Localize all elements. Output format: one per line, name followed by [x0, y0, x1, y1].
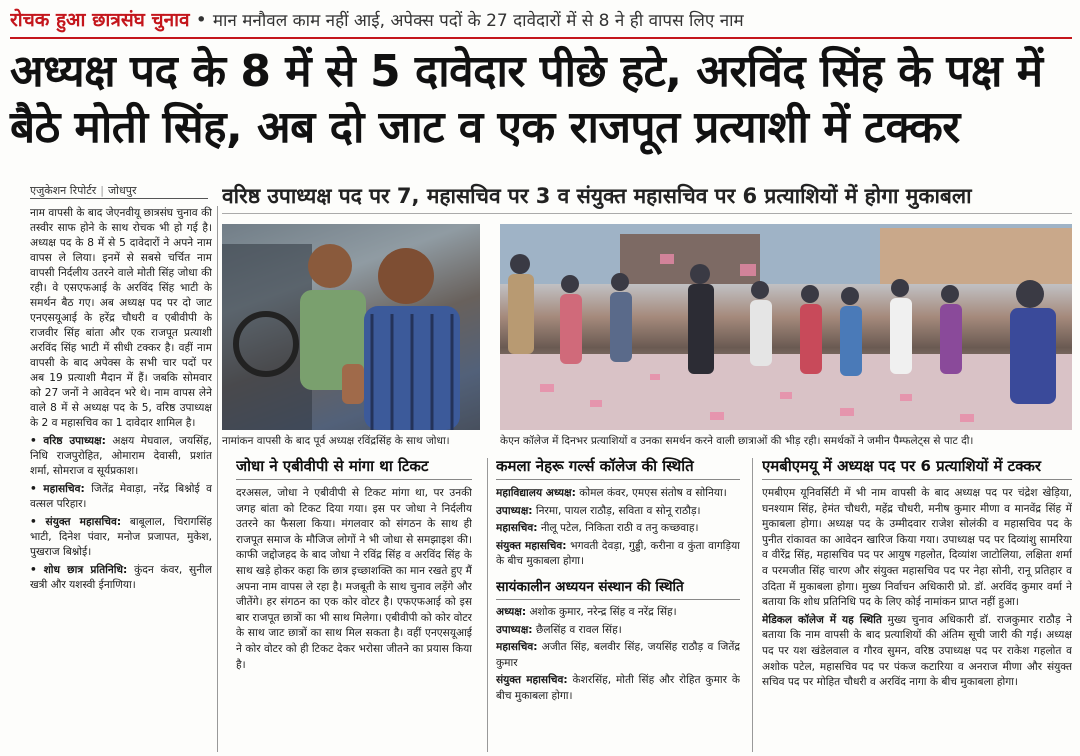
list-item: • शोध छात्र प्रतिनिधि: कुंदन कंवर, सुनील खत्री और यशस्वी ईनाणिया। — [30, 564, 212, 591]
main-headline: अध्यक्ष पद के 8 में से 5 दावेदार पीछे हटे, अरविंद सिंह के पक्ष में बैठे मोती सिंह, अब दो जाट व एक राजपूत प्रत्याशी में टक्कर — [10, 46, 1043, 153]
list-item-label: वरिष्ठ उपाध्यक्ष: — [43, 435, 106, 447]
candidate-line — [496, 521, 740, 537]
list-item-text: बाबूलाल, चिरागसिंह भाटी, दिनेश पंवार, मनोज प्रजापत, मुकेश, पुखराज बिश्नोई। — [30, 516, 212, 558]
deck-divider — [222, 213, 1072, 214]
post-label: संयुक्त महासचिव: — [496, 674, 568, 687]
candidate-names: निरमा, पायल राठौड़, सविता व सोनू राठौड़। — [535, 504, 701, 517]
list-item-label: महासचिव: — [43, 483, 85, 495]
candidate-line — [496, 673, 740, 704]
post-label: उपाध्यक्ष: — [496, 504, 533, 517]
candidate-line — [496, 539, 740, 570]
inline-label: मेडिकल कॉलेज में यह स्थिति — [762, 613, 882, 626]
photo-illustration — [500, 224, 1072, 430]
story-title: कमला नेहरू गर्ल्स कॉलेज की स्थिति — [496, 456, 740, 480]
post-label: महासचिव: — [496, 641, 538, 654]
post-label: अध्यक्ष: — [496, 605, 527, 618]
list-item-label: शोध छात्र प्रतिनिधि: — [43, 564, 128, 576]
kicker-text: मान मनौवल काम नहीं आई, अपेक्स पदों के 27 दावेदारों में से 8 ने ही वापस लिए नाम — [212, 11, 744, 31]
story-kamla-nehru-college — [496, 456, 740, 752]
candidate-line — [496, 623, 740, 639]
candidate-names: कोमल कंवर, एमएस संतोष व सोनिया। — [579, 487, 727, 499]
photo-college-crowd — [500, 224, 1072, 430]
byline-reporter: एजुकेशन रिपोर्टर — [30, 184, 97, 197]
candidate-line — [496, 486, 740, 502]
candidate-names: केशरसिंह, मोती सिंह और रोहित कुमार के बीच मुकाबला होगा। — [496, 674, 740, 702]
candidate-names: नीलू पटेल, निकिता राठी व तनु कच्छवाह। — [540, 522, 699, 535]
byline — [30, 183, 137, 198]
story-subtitle: सायंकालीन अध्ययन संस्थान की स्थिति — [496, 578, 740, 600]
kicker-dot: • — [195, 9, 207, 31]
list-item-label: संयुक्त महासचिव: — [45, 516, 122, 528]
post-label: महासचिव: — [496, 522, 538, 535]
list-item: • संयुक्त महासचिव: बाबूलाल, चिरागसिंह भाटी, दिनेश पंवार, मनोज प्रजापत, मुकेश, पुखराज बिश्नोई। — [30, 516, 212, 558]
candidate-names: अजीत सिंह, बलवीर सिंह, जयसिंह राठौड़ व जितेंद्र कुमार — [496, 641, 740, 669]
list-item-text: कुंदन कंवर, सुनील खत्री और यशस्वी ईनाणिया। — [30, 564, 212, 591]
story-body-2-text: मुख्य चुनाव अधिकारी डॉ. राजकुमार राठौड़ ने बताया कि नाम वापसी के बाद प्रत्याशियों की अंतिम सूची जारी की गई। अध्यक्ष पद पर यश खंडेलवाल व गौरव सुमन, वरिष्ठ उपाध्यक्ष पद पर राकेश गहलोत व अशोक पटेल, महासचिव पद पर पंकज कटारिया व अनराज मीणा और संयुक्त सचिव पद पर मोहित चौधरी व अरविंद नागा के बीच मुकाबला होगा। — [762, 613, 1072, 689]
photo-caption-2: केएन कॉलेज में दिनभर प्रत्याशियों व उनका समर्थन करने वाली छात्राओं की भीड़ रही। समर्थकों ने जमीन पैम्फलेट्स से पाट दी। — [500, 435, 974, 447]
byline-place: जोधपुर — [107, 184, 137, 197]
story-title: जोधा ने एबीवीपी से मांगा था टिकट — [236, 456, 472, 480]
post-label: उपाध्यक्ष: — [496, 623, 533, 636]
byline-separator: | — [100, 184, 104, 197]
candidate-line — [496, 640, 740, 671]
deck-subheadline: वरिष्ठ उपाध्यक्ष पद पर 7, महासचिव पर 3 व संयुक्त महासचिव पर 6 प्रत्याशियों में होगा मुकाबला — [222, 184, 972, 208]
story-body: दरअसल, जोधा ने एबीवीपी से टिकट मांगा था, पर उनकी जगह बांता को टिकट दिया गया। इस पर जोधा ने निर्दलीय उतरने का फैसला किया। मंगलवार को संगठन के साथ ही राजपूत समाज के मौजिज लोगों ने भी जोधा से समझाइश की। काफी जद्दोजहद के बाद जोधा ने रविंद्र सिंह व अरविंद सिंह के साथ खड़े होकर कहा कि छात्र इच्छाशक्ति का मान रखते हुए मैं अपना नाम वापस ले रहा है। मजबूती के साथ चुनाव लड़ेंगे और जीतेंगे। हर संगठन का एक कोर वोटर है। एफएफआई को इस बार राजपूत छात्रों का भी साथ मिलेगा। एबीवीपी को कोर वोटर के साथ जाट छात्रों का साथ मिल सकता है। वहीं एनएसयूआई ने कोर वोटर को ही टिकट देकर भरोसा जीतने का प्रयास किया है। — [236, 487, 472, 671]
lead-paragraph: नाम वापसी के बाद जेएनवीयू छात्रसंघ चुनाव की तस्वीर साफ होने के साथ रोचक भी हो गई है। अध्यक्ष पद के 8 में से 5 दावेदारों ने अपने नाम वापस ले लिया। इनमें से सबसे चर्चित नाम वापसी निर्दलीय उतरने वाले मोती सिंह जोधा की रही। वे एसएफआई के अरविंद सिंह भाटी के समर्थन बैठ गए। अब अध्यक्ष पद पर दो जाट एनएसयूआई के हरेंद्र चौधरी व एबीवीपी के राजवीर सिंह बांता और एक राजपूत प्रत्याशी अरविंद सिंह भाटी में सीधी टक्कर है। वहीं नाम वापसी के बाद अपेक्स के सभी चार पदों पर अब 19 प्रत्याशी मैदान में हैं। जबकि सोमवार को 27 जनों ने आवेदन भरे थे। नाम वापस लेने वाले 8 में से अध्यक्ष पद के 5, वरिष्ठ उपाध्यक्ष के 2 व महासचिव का 1 दावेदार शामिल है। — [30, 207, 212, 429]
candidate-names: भगवती देवड़ा, गुड्डी, करीना व कुंता वागड़िया के बीच मुकाबला होगा। — [496, 539, 740, 568]
list-item-text: अक्षय मेघवाल, जयसिंह, निधि राजपुरोहित, ओमाराम देवासी, प्रशांत शर्मा, सोमराज व सूर्यप्रकाश। — [30, 435, 212, 477]
column-divider — [217, 206, 218, 752]
story-body-2 — [762, 613, 1072, 691]
story-jodha-abvp — [236, 456, 472, 752]
kicker-line — [10, 6, 1072, 36]
candidate-line — [496, 504, 740, 520]
photo-candidates-in-car — [222, 224, 480, 430]
story-title: एमबीएमयू में अध्यक्ष पद पर 6 प्रत्याशियों में टक्कर — [762, 456, 1072, 480]
list-item: • महासचिव: जितेंद्र मेवाड़ा, नरेंद्र बिश्नोई व वत्सल परिहार। — [30, 483, 212, 510]
story-mbmu — [762, 456, 1072, 752]
candidate-line — [496, 605, 740, 621]
list-item: • वरिष्ठ उपाध्यक्ष: अक्षय मेघवाल, जयसिंह, निधि राजपुरोहित, ओमाराम देवासी, प्रशांत शर्मा, सोमराज व सूर्यप्रकाश। — [30, 435, 212, 477]
photo-caption-1: नामांकन वापसी के बाद पूर्व अध्यक्ष रविंद्रसिंह के साथ जोधा। — [222, 435, 450, 447]
kicker-label: रोचक हुआ छात्रसंघ चुनाव — [10, 9, 190, 31]
story-body: एमबीएम यूनिवर्सिटी में भी नाम वापसी के बाद अध्यक्ष पद पर चंद्रेश खेड़िया, घनश्याम सिंह, हेमंत चौधरी, महेंद्र चौधरी, मनीष कुमार मीणा व मानवेंद्र सिंह में मुकाबला होगा। अध्यक्ष पद के उम्मीदवार राजेश सोलंकी व महासचिव पद के पुनीत रांकावत का आवेदन खारिज किया गया। उपाध्यक्ष पद पर दिव्यांशु सामरिया व वीरेंद्र सिंह, महासचिव पद पर आयुष गहलोत, दिव्यांश जाटोलिया, लक्षिता शर्मा व परमजीत सिंह चारण और संयुक्त महासचिव पद पर नेहा सोनी, रानू प्रतिहार व उदिता में मुकाबला होगा। मुख्य निर्वाचन अधिकारी प्रो. डॉ. अरविंद कुमार वर्मा ने बताया कि शोध प्रतिनिधि पद के लिए कोई नामांकन प्राप्त नहीं हुआ। — [762, 487, 1072, 609]
candidate-names: अशोक कुमार, नरेन्द्र सिंह व नरेंद्र सिंह। — [529, 605, 677, 618]
photo-illustration — [222, 224, 480, 430]
candidate-names: छैलसिंह व रावल सिंह। — [535, 623, 622, 636]
kicker-divider — [10, 37, 1072, 39]
column-divider — [487, 458, 488, 752]
list-item-text: जितेंद्र मेवाड़ा, नरेंद्र बिश्नोई व वत्सल परिहार। — [30, 483, 212, 510]
lead-column — [30, 206, 212, 752]
byline-divider — [30, 198, 208, 199]
post-label: महाविद्यालय अध्यक्ष: — [496, 487, 576, 499]
column-divider — [752, 458, 753, 752]
post-label: संयुक्त महासचिव: — [496, 539, 567, 552]
